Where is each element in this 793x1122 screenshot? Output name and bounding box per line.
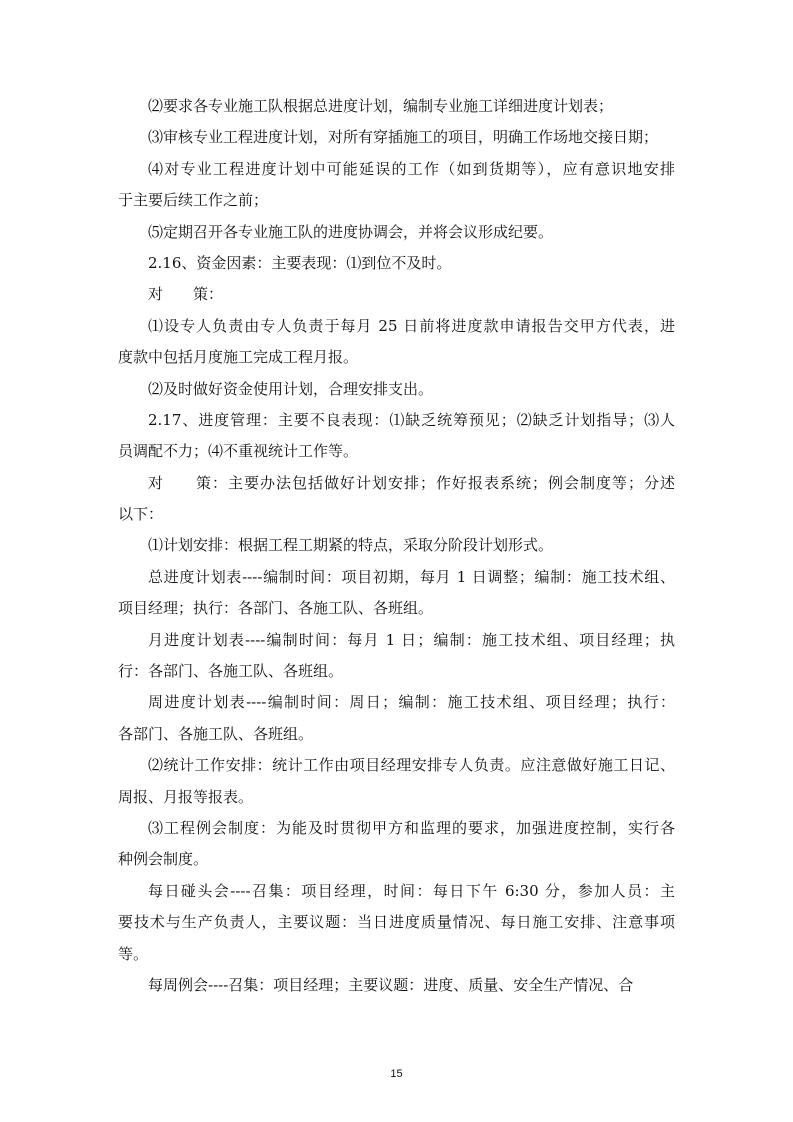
paragraph (118, 565, 675, 628)
text-line: 等。 (118, 944, 149, 963)
paragraph (118, 816, 675, 879)
paragraph (118, 408, 675, 471)
text-line: ⑵及时做好资金使用计划，合理安排支出。 (148, 379, 434, 398)
text-line: 周报、月报等报表。 (118, 787, 254, 806)
text-line: 度款中包括月度施工完成工程月报。 (118, 348, 359, 367)
text-line: 员调配不力；⑷不重视统计工作等。 (118, 442, 359, 461)
text-line: 每日碰头会----召集：项目经理，时间：每日下午 6:30 分，参加人员：主 (148, 881, 675, 900)
paragraph (118, 157, 675, 220)
text-line: 以下： (118, 505, 164, 524)
text-line: 于主要后续工作之前； (118, 191, 269, 210)
text-line: ⑶工程例会制度：为能及时贯彻甲方和监理的要求，加强进度控制，实行各 (148, 818, 675, 837)
text-line: ⑶审核专业工程进度计划，对所有穿插施工的项目，明确工作场地交接日期； (148, 128, 659, 147)
text-line: ⑵统计工作安排：统计工作由项目经理安排专人负责。应注意做好施工日记、 (148, 756, 675, 775)
text-line: 行：各部门、各施工队、各班组。 (118, 662, 344, 681)
text-line: 2.16、资金因素：主要表现：⑴到位不及时。 (148, 253, 452, 272)
text-line: ⑴计划安排：根据工程工期紧的特点，采取分阶段计划形式。 (148, 536, 554, 555)
text-line: ⑷对专业工程进度计划中可能延误的工作（如到货期等），应有意识地安排 (148, 159, 675, 178)
page-number: 15 (390, 1068, 403, 1080)
text-line: 对 策：主要办法包括做好计划安排；作好报表系统；例会制度等；分述 (148, 473, 675, 492)
text-line: 项目经理；执行：各部门、各施工队、各班组。 (118, 599, 434, 618)
document-body (118, 94, 675, 1004)
text-line: 各部门、各施工队、各班组。 (118, 724, 314, 743)
text-line: 对 策： (148, 285, 224, 304)
paragraph (118, 94, 675, 125)
paragraph (118, 973, 675, 1004)
text-line: 2.17、进度管理：主要不良表现：⑴缺乏统筹预见；⑵缺乏计划指导；⑶人 (148, 410, 675, 429)
text-line: 种例会制度。 (118, 850, 209, 869)
text-line: 每周例会----召集：项目经理；主要议题：进度、质量、安全生产情况、合 (148, 975, 634, 994)
paragraph (118, 690, 675, 753)
paragraph (118, 377, 675, 408)
paragraph (118, 282, 675, 313)
text-line: ⑵要求各专业施工队根据总进度计划，编制专业施工详细进度计划表； (148, 97, 614, 115)
paragraph (118, 251, 675, 282)
text-line: 要技术与生产负责人，主要议题：当日进度质量情况、每日施工安排、注意事项 (118, 913, 675, 932)
paragraph (118, 753, 675, 816)
text-line: ⑸定期召开各专业施工队的进度协调会，并将会议形成纪要。 (148, 222, 554, 241)
text-line: 总进度计划表----编制时间：项目初期，每月 1 日调整；编制：施工技术组、 (148, 567, 675, 586)
paragraph (118, 314, 675, 377)
text-line: 周进度计划表----编制时间：周日；编制：施工技术组、项目经理；执行： (148, 693, 675, 712)
paragraph (118, 879, 675, 973)
paragraph (118, 125, 675, 156)
paragraph (118, 628, 675, 691)
paragraph (118, 471, 675, 534)
text-line: ⑴设专人负责由专人负责于每月 25 日前将进度款申请报告交甲方代表，进 (148, 316, 675, 335)
paragraph (118, 220, 675, 251)
text-line: 月进度计划表----编制时间：每月 1 日；编制：施工技术组、项目经理；执 (148, 630, 675, 649)
paragraph (118, 533, 675, 564)
